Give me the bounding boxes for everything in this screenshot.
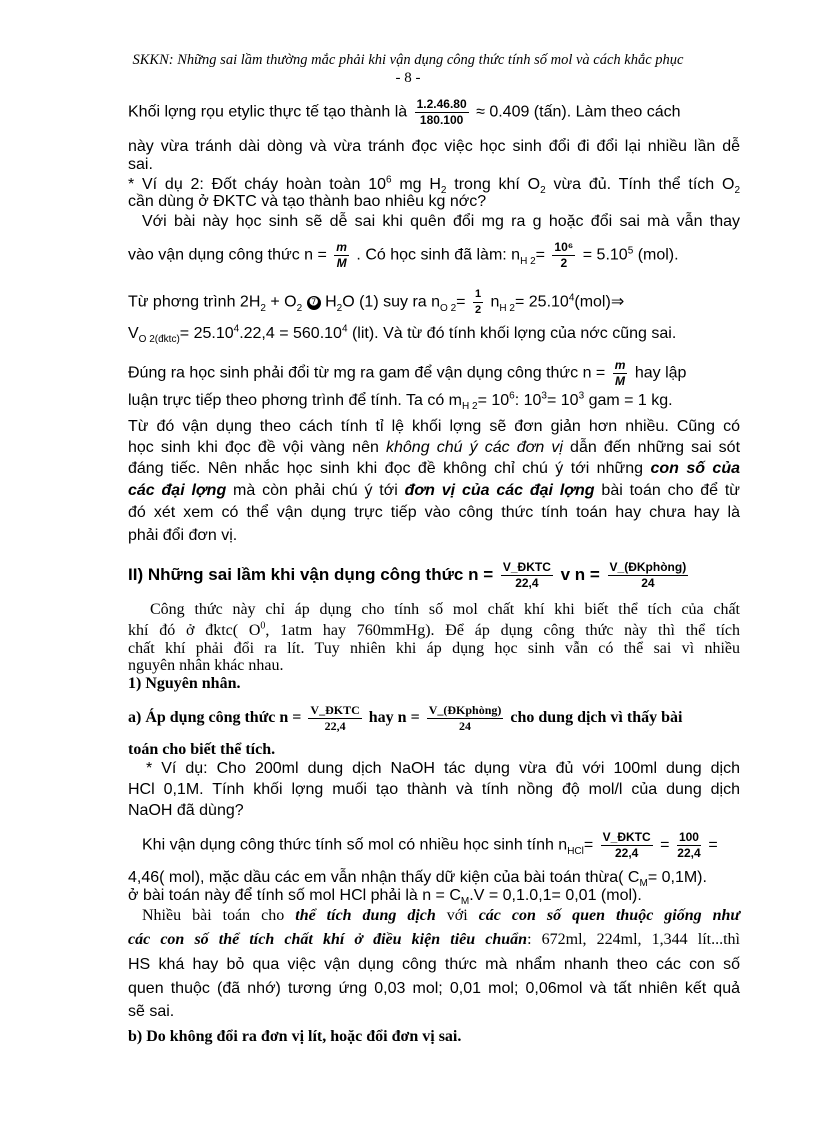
paragraph-line: a) Áp dụng công thức n = V_ĐKTC 22,4 hay n = V_(ĐKphòng) 24 cho dung dịch vì thấy bài bbox=[128, 703, 683, 733]
paragraph-line: quen thuộc (đã nhớ) tương ứng 0,03 mol; 0,01 mol; 0,06mol và tất nhiên kết quả bbox=[128, 980, 740, 997]
paragraph-line: Từ đó vận dụng theo cách tính tỉ lệ khối lợng sẽ đơn giản hơn nhiều. Cũng có bbox=[128, 418, 740, 435]
paragraph-line: sẽ sai. bbox=[128, 1003, 175, 1020]
paragraph-line: Từ phơng trình $2H_2 + O_2$ ➐ $H_2O$ (1) suy ra $n_{O 2}=$ $\frac{1}{2}$ $n_{H 2}=$ $25.10^4(mol)\Rightarrow$ bbox=[128, 288, 625, 316]
fraction: $\frac{m}{M}$ bbox=[336, 240, 347, 270]
arrow-icon: ➐ bbox=[307, 296, 321, 310]
paragraph-line: ở bài toán này để tính số mol HCl phải là $n = C_M.V = 0,1.0,1= 0,01$ (mol). bbox=[128, 887, 642, 908]
paragraph-line: sai. bbox=[128, 156, 153, 173]
paragraph-line: luận trực tiếp theo phơng trình để tính. Ta có $m_{H 2}= 10^6$: $10^3= 10^3$ gam = 1 kg. bbox=[128, 390, 673, 413]
page-number: - 8 - bbox=[395, 70, 421, 86]
paragraph-line: chất khí phải đổi ra lít. Tuy nhiên khi áp dụng học sinh vẫn có thể sai vì nhiều bbox=[128, 640, 740, 657]
paragraph-line: vào vận dụng công thức n = $\frac{m}{M}$ . Có học sinh đã làm: $n_{H 2}=$ $\frac{\text{10⁶}}{2}$ = $5.10^5$ (mol). bbox=[128, 240, 679, 270]
paragraph-line: 4,46( mol), mặc dầu các em vẫn nhận thấy dữ kiện của bài toán thừa( $C_M= 0,1M$). bbox=[128, 869, 707, 890]
fraction: V_(ĐKphòng) 24 bbox=[609, 560, 687, 590]
paragraph-line: đáng tiếc. Nên nhắc học sinh khi đọc đề không chỉ chú ý tới những con số của bbox=[128, 460, 741, 477]
fraction: V_ĐKTC 22,4 bbox=[502, 560, 551, 590]
fraction: $\frac{\text{10⁶}}{2}$ bbox=[554, 240, 574, 270]
subsection-heading: 1) Nguyên nhân. bbox=[128, 675, 241, 692]
paragraph-line: $V_{O 2(đktc)}= 25.10^4.22,4 = 560.10^4$ (lit). Và từ đó tính khối lợng của nớc cũng sai. bbox=[128, 323, 677, 346]
paragraph-line: Đúng ra học sinh phải đổi từ mg ra gam để vận dụng công thức n = $\frac{m}{M}$ hay lập bbox=[128, 358, 687, 388]
subsection-heading: b) Do không đổi ra đơn vị lít, hoặc đổi đơn vị sai. bbox=[128, 1028, 462, 1045]
fraction: V_(ĐKphòng) 24 bbox=[428, 703, 502, 733]
paragraph-line: nguyên nhân khác nhau. bbox=[128, 657, 284, 674]
fraction: $\frac{1}{2}$ bbox=[474, 288, 482, 316]
paragraph-line: các đại lợng mà còn phải chú ý tới đơn vị của các đại lợng bài toán cho để từ bbox=[128, 482, 740, 499]
paragraph-line: Khối lợng rọu etylic thực tế tạo thành là $\frac{1.2.46.80}{180.100}$ ≈ 0.409 (tấn). Làm theo cách bbox=[128, 97, 681, 127]
paragraph-line: Công thức này chỉ áp dụng cho tính số mol chất khí khi biết thể tích của chất bbox=[150, 601, 740, 618]
paragraph-line: * Ví dụ 2: Đốt cháy hoàn toàn $10^6$ mg $H_2$ trong khí $O_2$ vừa đủ. Tính thể tích $O_2$ bbox=[128, 174, 741, 197]
fraction: V_ĐKTC 22,4 bbox=[310, 703, 360, 733]
paragraph-line: này vừa tránh dài dòng và vừa tránh đọc việc học sinh đổi đi đổi lại nhiều lần dễ bbox=[128, 138, 740, 155]
fraction: $\frac{m}{M}$ bbox=[614, 358, 626, 388]
fraction: $\frac{100}{22,4}$ bbox=[677, 830, 701, 860]
paragraph-line: Với bài này học sinh sẽ dễ sai khi quên đổi mg ra g hoặc đổi sai mà vẫn thay bbox=[142, 213, 740, 230]
paragraph-line: các con số thể tích chất khí ở điều kiện tiêu chuẩn: 672ml, 224ml, 1,344 lít...thì bbox=[128, 931, 741, 948]
paragraph-line: HCl 0,1M. Tính khối lợng muối tạo thành và tính nồng độ mol/l của dung dịch bbox=[128, 781, 740, 798]
section-heading: II) Những sai lầm khi vận dụng công thức n = V_ĐKTC 22,4 v n = V_(ĐKphòng) 24 bbox=[128, 560, 687, 590]
paragraph-line: cần dùng ở ĐKTC và tạo thành bao nhiêu kg nớc? bbox=[128, 193, 487, 210]
paragraph-line: HS khá hay bỏ qua việc vận dụng công thức mà nhẩm nhanh theo các con số bbox=[128, 956, 740, 973]
paragraph-line: đó xét xem có thể vận dụng trực tiếp vào công thức tính toán hay chưa hay là bbox=[128, 504, 740, 521]
paragraph-line: * Ví dụ: Cho 200ml dung dịch NaOH tác dụng vừa đủ với 100ml dung dịch bbox=[146, 760, 740, 777]
paragraph-line: NaOH đã dùng? bbox=[128, 802, 244, 819]
running-header: SKKN: Những sai lầm thường mắc phải khi vận dụng công thức tính số mol và cách khắc phục bbox=[132, 52, 684, 68]
paragraph-line: phải đổi đơn vị. bbox=[128, 527, 238, 544]
fraction: V_ĐKTC 22,4 bbox=[602, 830, 651, 860]
fraction: $\frac{1.2.46.80}{180.100}$ bbox=[416, 97, 467, 127]
paragraph-line: Nhiều bài toán cho thể tích dung dịch với các con số quen thuộc giống như bbox=[142, 907, 741, 924]
paragraph-line: toán cho biết thể tích. bbox=[128, 741, 276, 758]
paragraph-line: Khi vận dụng công thức tính số mol có nhiều học sinh tính $n_{HCl}=$ V_ĐKTC 22,4 = $\frac{100}{22,4}$ = bbox=[142, 830, 718, 860]
paragraph-line: học sinh khi đọc đề vội vàng nên không chú ý các đơn vị dẫn đến những sai sót bbox=[128, 439, 741, 456]
paragraph-line: khí đó ở đktc( $O^0$, 1atm hay 760mmHg). Để áp dụng công thức này thì thể tích bbox=[128, 620, 740, 639]
